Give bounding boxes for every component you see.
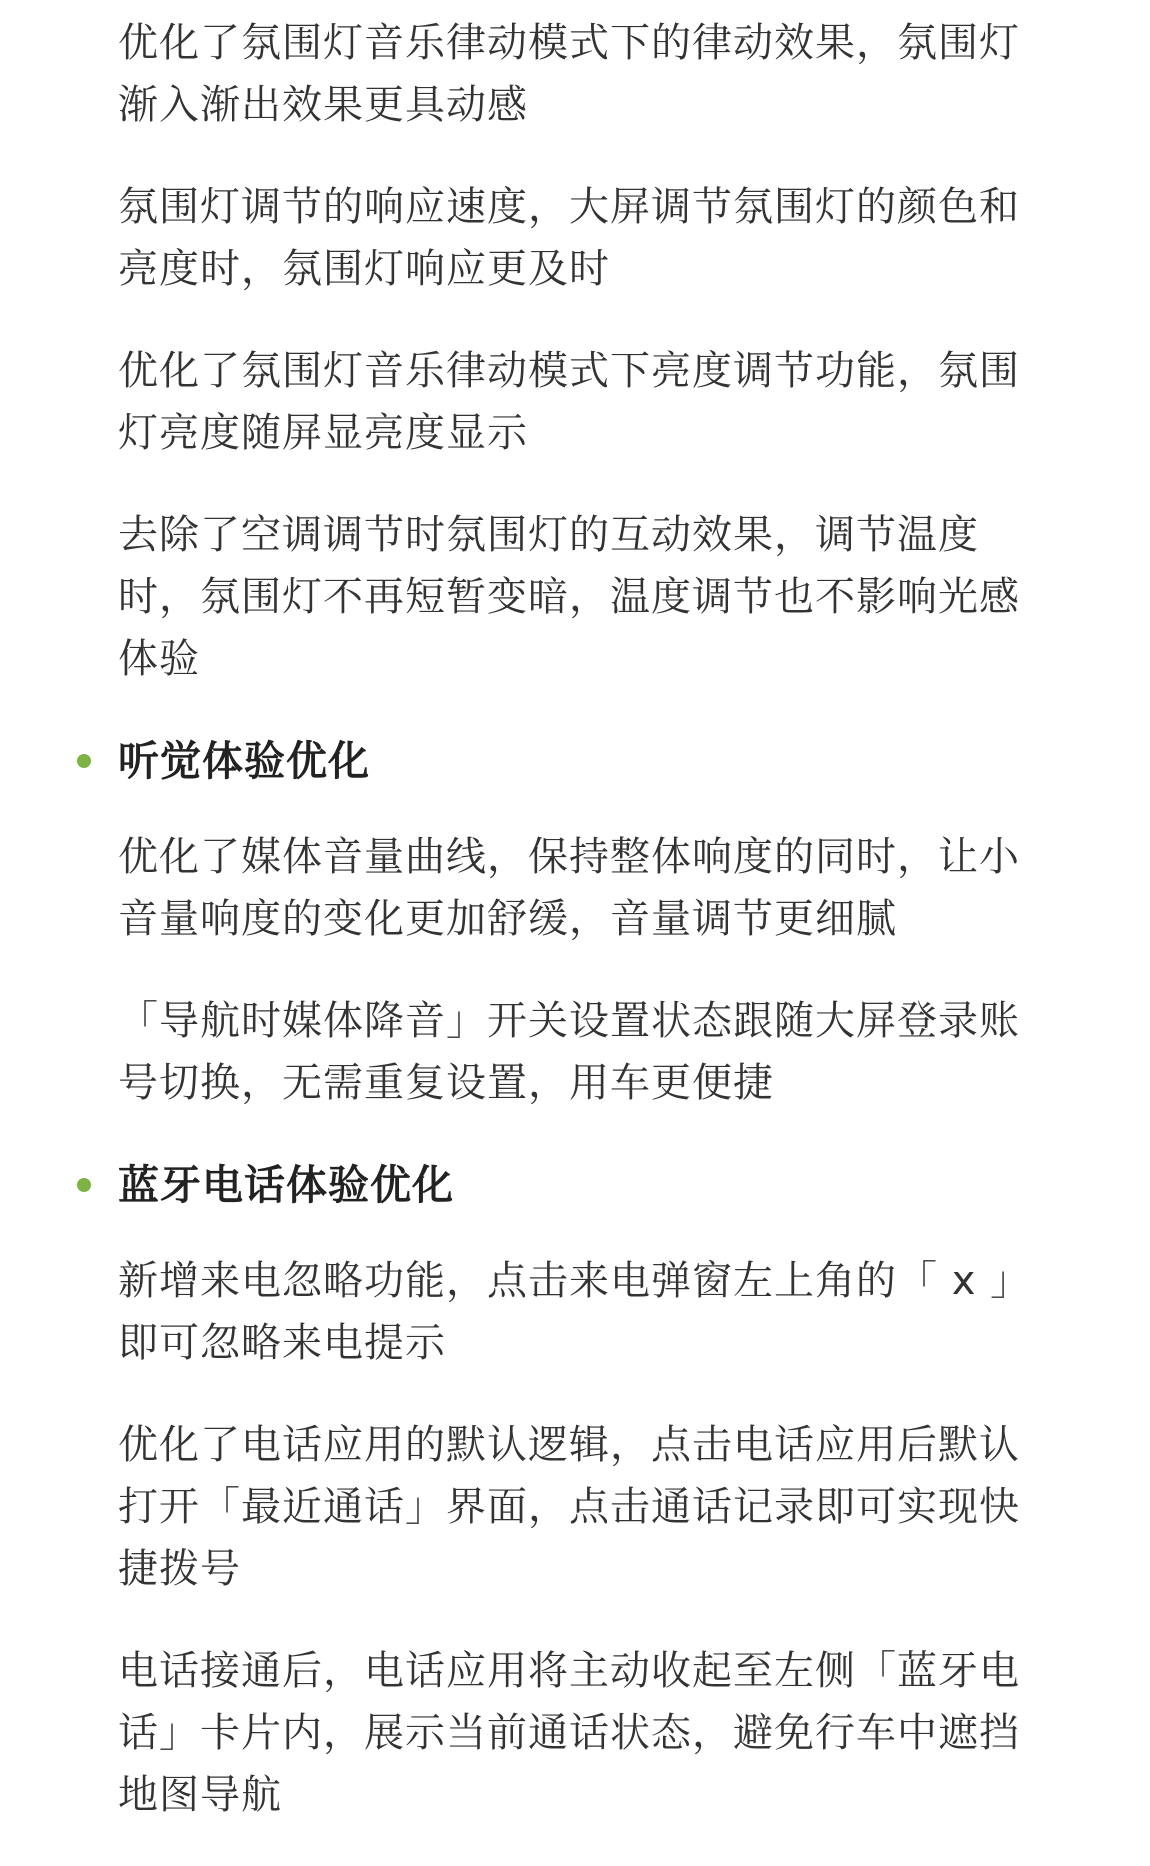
paragraph-ignore-incoming-call: 新增来电忽略功能，点击来电弹窗左上角的「 x 」即可忽略来电提示 [118,1258,1032,1366]
paragraph-ambient-brightness: 优化了氛围灯音乐律动模式下亮度调节功能，氛围灯亮度随屏显亮度显示 [118,348,1020,456]
paragraph-ambient-music-effect: 优化了氛围灯音乐律动模式下的律动效果，氛围灯渐入渐出效果更具动感 [118,20,1020,128]
section-heading-audio [118,730,1048,792]
paragraph-ambient-response-speed: 氛围灯调节的响应速度，大屏调节氛围灯的颜色和亮度时，氛围灯响应更及时 [118,184,1020,292]
bullet-dot-icon [77,1178,91,1192]
article-content [118,12,1048,1866]
paragraph-nav-ducking-setting: 「导航时媒体降音」开关设置状态跟随大屏登录账号切换，无需重复设置，用车更便捷 [118,998,1020,1106]
paragraph-media-volume-curve: 优化了媒体音量曲线，保持整体响度的同时，让小音量响度的变化更加舒缓，音量调节更细腻 [118,834,1020,942]
paragraph-call-card-collapse: 电话接通后，电话应用将主动收起至左侧「蓝牙电话」卡片内，展示当前通话状态，避免行车中遮挡地图导航 [118,1648,1020,1818]
section-heading-bluetooth-phone [118,1154,1048,1216]
section-title: 听觉体验优化 [118,737,370,785]
section-title: 蓝牙电话体验优化 [118,1161,454,1209]
paragraph-ac-interaction-removed: 去除了空调调节时氛围灯的互动效果，调节温度时，氛围灯不再短暂变暗，温度调节也不影响光感体验 [118,512,1020,682]
paragraph-phone-default-logic: 优化了电话应用的默认逻辑，点击电话应用后默认打开「最近通话」界面，点击通话记录即可实现快捷拨号 [118,1422,1020,1592]
bullet-dot-icon [77,754,91,768]
